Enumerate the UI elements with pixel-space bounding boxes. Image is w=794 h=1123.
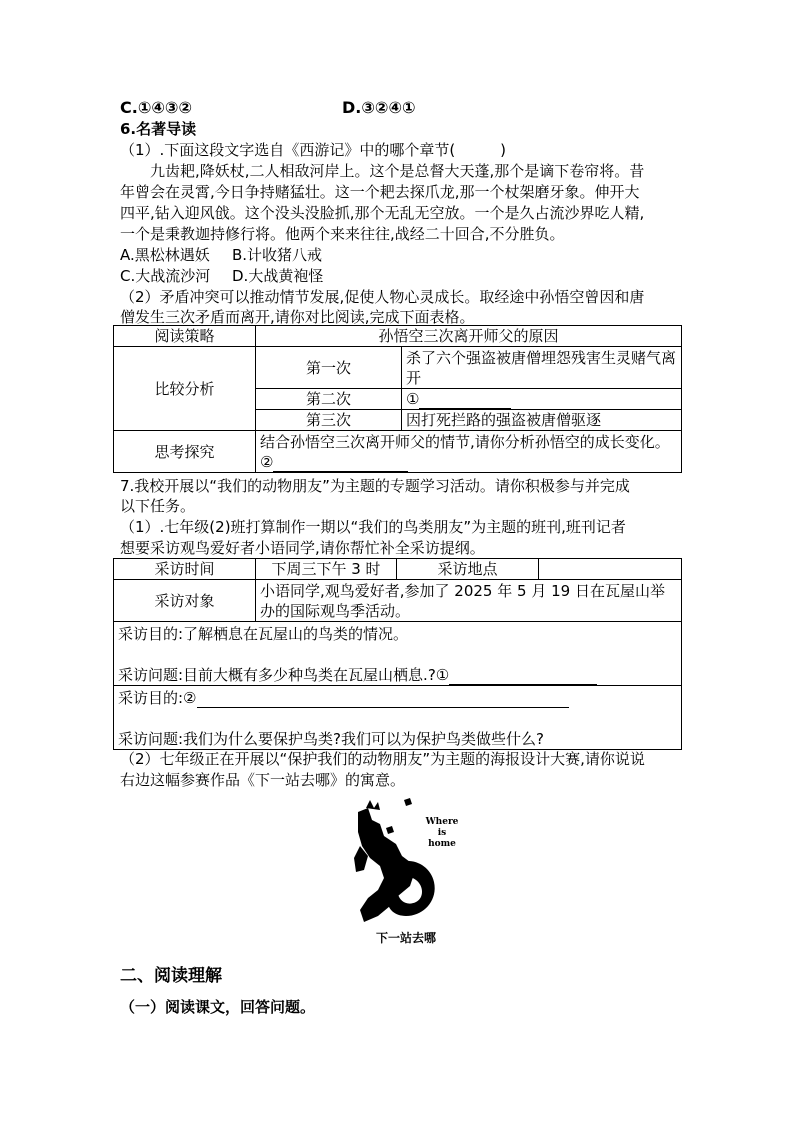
option-a: A.黑松林遇妖 [120,246,210,264]
compare-label: 比较分析 [114,347,256,431]
q6-title: 6.名著导读 [120,120,197,138]
option-c2: C.大战流沙河 [120,267,211,285]
purpose-2-row[interactable] [118,688,677,708]
option-d2: D.大战黄袍怪 [232,267,324,285]
question-1-row[interactable] [118,665,677,685]
passage-line-1: 九齿耙,降妖杖,二人相敌河岸上。这个是总督大天蓬,那个是谪下卷帘将。昔 [150,162,645,180]
think-text: 结合孙悟空三次离开师父的情节,请你分析孙悟空的成长变化。② [260,432,670,471]
q6-sub2-line1: （2）矛盾冲突可以推动情节发展,促使人物心灵成长。取经途中孙悟空曾因和唐 [120,288,645,306]
passage-line-3: 四平,钻入迎风戗。这个没头没脸抓,那个无乱无空放。一个是久占流沙界吃人精, [120,204,645,222]
answer-blank-1[interactable] [419,392,511,409]
answer-blank-4[interactable] [197,691,569,708]
purpose-1: 采访目的:了解栖息在瓦屋山的鸟类的情况。 [118,625,409,643]
option-d: D.③②④① [342,98,416,117]
poster-silhouette-icon [350,798,462,926]
time-label: 采访时间 [114,559,256,580]
third-label: 第三次 [256,410,402,431]
second-label: 第二次 [256,389,402,410]
think-label: 思考探究 [114,431,256,473]
header-strategy: 阅读策略 [114,326,256,347]
place-label: 采访地点 [397,559,539,580]
q7-sub1-line1: （1）.七年级(2)班打算制作一期以“我们的鸟类朋友”为主题的班刊,班刊记者 [120,518,626,536]
section-subtitle: （一）阅读课文，回答问题。 [120,998,316,1016]
first-label: 第一次 [256,347,402,389]
reading-table [113,325,682,473]
q7-line1: 7.我校开展以“我们的动物朋友”为主题的专题学习活动。请你积极参与并完成 [120,477,630,495]
passage-line-2: 年曾会在灵霄,今日争持赌猛壮。这一个耙去探爪龙,那一个杖架磨牙象。伸开大 [120,183,640,201]
question-1: 采访问题:目前大概有多少种鸟类在瓦屋山栖息.?① [118,666,450,684]
question-2: 采访问题:我们为什么要保护鸟类?我们可以为保护鸟类做些什么? [118,730,544,748]
second-reason-cell[interactable] [402,389,682,410]
q7-sub1-line2: 想要采访观鸟爱好者小语同学,请你帮忙补全采访提纲。 [120,539,485,557]
interview-table [113,558,682,750]
q7-line2: 以下任务。 [120,497,196,515]
third-reason: 因打死拦路的强盗被唐僧驱逐 [402,410,682,431]
second-reason: ① [406,390,420,408]
first-reason: 杀了六个强盗被唐僧埋怨残害生灵赌气离开 [402,347,682,389]
answer-blank-2[interactable] [273,455,408,472]
q6-sub2-line2: 僧发生三次矛盾而离开,请你对比阅读,完成下面表格。 [120,308,475,326]
option-b: B.计收猪八戒 [232,246,323,264]
think-text-cell[interactable] [256,431,682,473]
poster-caption: 下一站去哪 [375,931,436,945]
passage-line-4: 一个是秉教迦持修行将。他两个来来往往,战经二十回合,不分胜负。 [120,225,565,243]
q7-sub2-line2: 右边这幅参赛作品《下一站去哪》的寓意。 [120,771,406,789]
poster-title-3: home [428,839,456,849]
place-value[interactable] [539,559,682,580]
option-c: C.①④③② [120,98,193,117]
q6-sub1: （1）.下面这段文字选自《西游记》中的哪个章节( ) [120,141,507,159]
answer-blank-3[interactable] [449,668,597,685]
purpose-2: 采访目的:② [118,689,197,707]
header-reasons: 孙悟空三次离开师父的原因 [256,326,682,347]
object-label: 采访对象 [114,580,256,622]
section-title: 二、阅读理解 [120,966,222,986]
poster-title-1: Where [425,817,459,827]
q7-sub2-line1: （2）七年级正在开展以“保护我们的动物朋友”为主题的海报设计大赛,请你说说 [120,750,645,768]
poster-title-2: is [437,828,447,838]
poster-image [350,798,462,946]
time-value: 下周三下午 3 时 [256,559,397,580]
object-value: 小语同学,观鸟爱好者,参加了 2025 年 5 月 19 日在瓦屋山举办的国际观鸟季活动。 [256,580,682,622]
